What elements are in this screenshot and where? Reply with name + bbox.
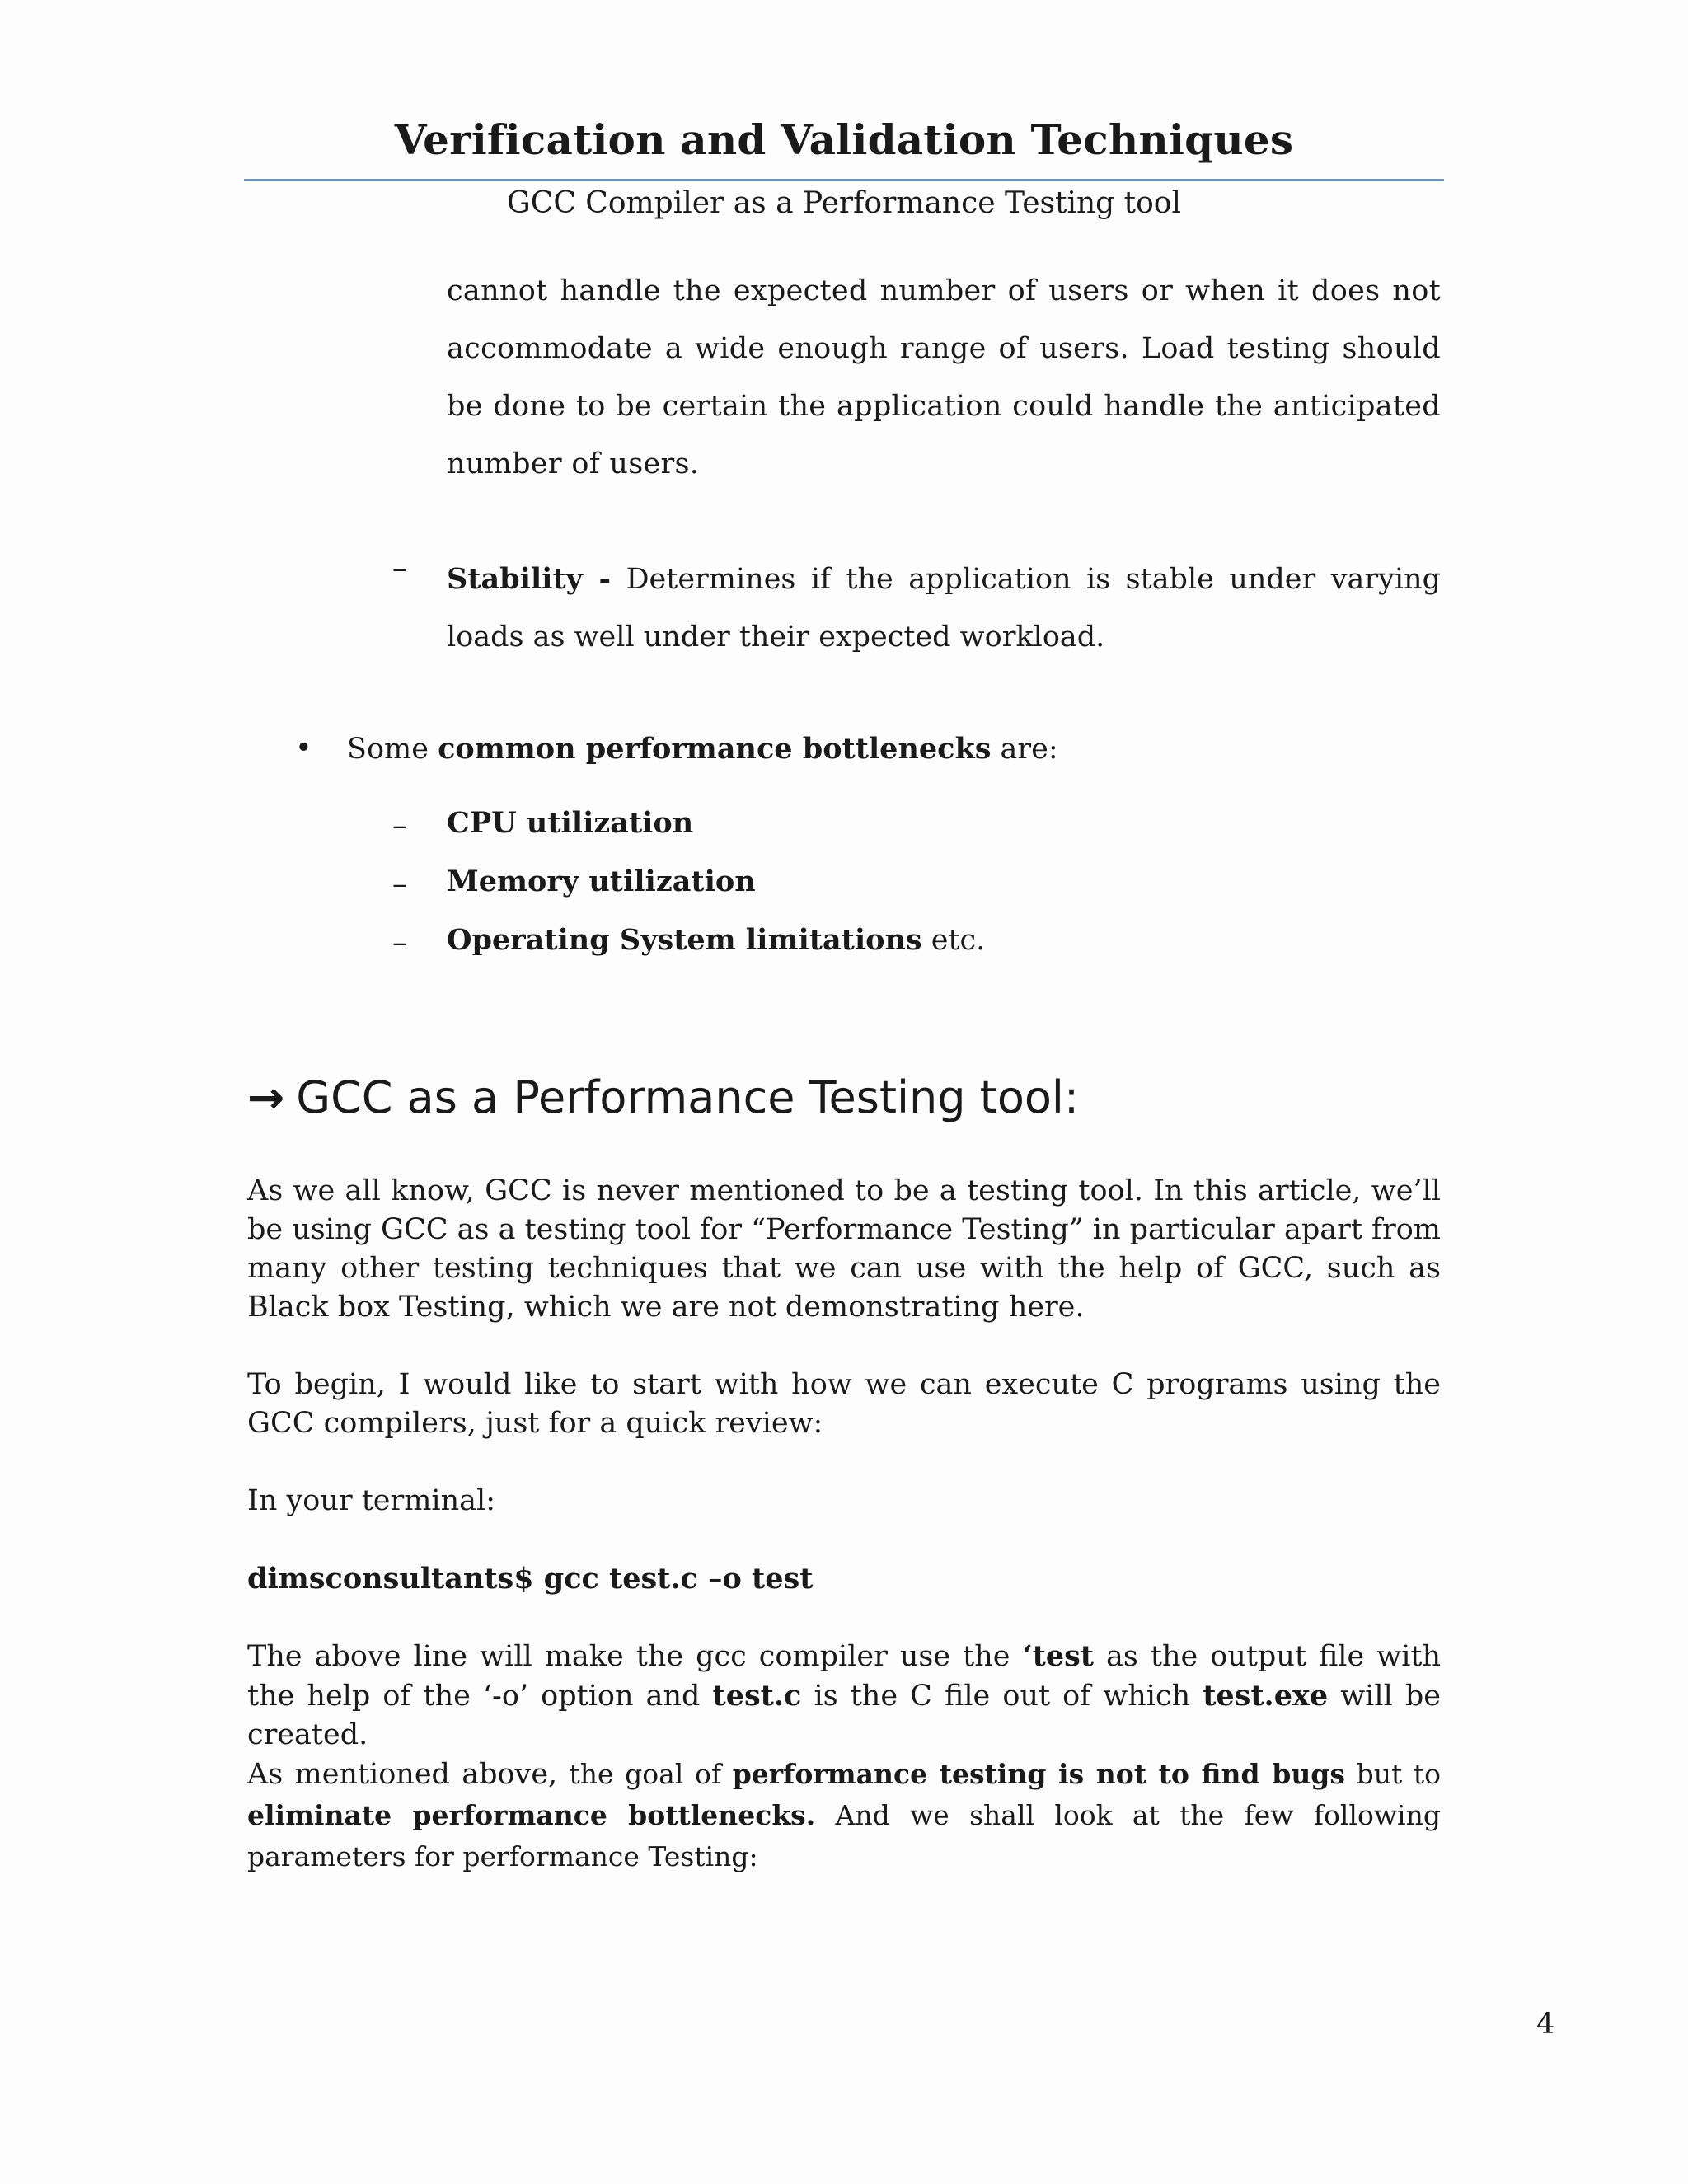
stability-item	[447, 551, 1441, 666]
bottlenecks-intro-bold: common performance bottlenecks	[438, 732, 992, 766]
header-divider	[244, 179, 1444, 181]
stability-term: Stability -	[447, 562, 612, 596]
goal-bold: performance testing is not to find bugs	[732, 1758, 1345, 1790]
list-item	[447, 853, 1441, 911]
document-subtitle: GCC Compiler as a Performance Testing tool	[507, 186, 1181, 220]
page-number: 4	[1536, 2008, 1555, 2041]
section-heading	[247, 1071, 1079, 1123]
list-item-bold: CPU utilization	[447, 806, 694, 840]
command-line: dimsconsultants$ gcc test.c –o test	[247, 1562, 814, 1596]
arrow-right-icon: →	[247, 1071, 285, 1123]
bullet-marker: •	[295, 732, 312, 765]
list-item	[447, 912, 1441, 969]
intro-paragraph: As we all know, GCC is never mentioned to be a testing tool. In this article, we’ll be using GCC as a testing tool for “Performance Testing” in particular apart from many other testing techniques that we can use with the help of GCC, such as Black box Testing, which we are not demonstrating here.	[247, 1174, 1441, 1324]
bottlenecks-intro-post: are:	[991, 733, 1058, 766]
list-item-bold: Operating System limitations	[447, 923, 922, 957]
goal-text: As mentioned above,	[247, 1758, 570, 1791]
list-item-rest: etc.	[921, 924, 986, 957]
dash-marker: –	[392, 868, 407, 901]
explain-text: will be created.	[247, 1680, 1441, 1751]
begin-paragraph: To begin, I would like to start with how we can execute C programs using the GCC compilers, just for a quick review:	[247, 1368, 1441, 1440]
list-item-bold: Memory utilization	[447, 865, 756, 898]
explain-bold: ‘test	[1022, 1639, 1094, 1673]
terminal-paragraph: In your terminal:	[247, 1484, 496, 1517]
goal-paragraph	[247, 1754, 1441, 1877]
dash-marker: –	[392, 809, 407, 842]
bottlenecks-intro	[347, 732, 1058, 766]
explain-text: as the output file with the help of the ‘-o’ option and	[247, 1640, 1441, 1713]
explain-text: is the C file out of which	[801, 1680, 1203, 1713]
section-heading-text: GCC as a Performance Testing tool:	[296, 1071, 1080, 1123]
goal-text: but to	[1344, 1758, 1441, 1790]
goal-text: the goal of	[569, 1758, 733, 1790]
stability-description: Determines if the application is stable under varying loads as well under their expected workload.	[447, 563, 1441, 654]
explain-bold: test.exe	[1203, 1679, 1329, 1713]
goal-bold: eliminate performance bottlenecks.	[247, 1799, 816, 1831]
load-testing-continuation: cannot handle the expected number of users or when it does not accommodate a wide enough range of users. Load testing should be done to be certain the application could handle the anticipated number of users.	[447, 274, 1441, 480]
list-item	[447, 794, 1441, 852]
dash-marker: –	[392, 552, 407, 585]
dash-marker: –	[392, 926, 407, 959]
goal-text: And we shall look at the few following parameters for performance Testing:	[247, 1799, 1441, 1872]
explain-text: The above line will make the gcc compiler use the	[247, 1640, 1023, 1673]
explain-paragraph	[247, 1637, 1441, 1755]
bottlenecks-intro-pre: Some	[347, 733, 438, 766]
explain-bold: test.c	[712, 1679, 802, 1713]
document-title: Verification and Validation Techniques	[394, 115, 1294, 164]
